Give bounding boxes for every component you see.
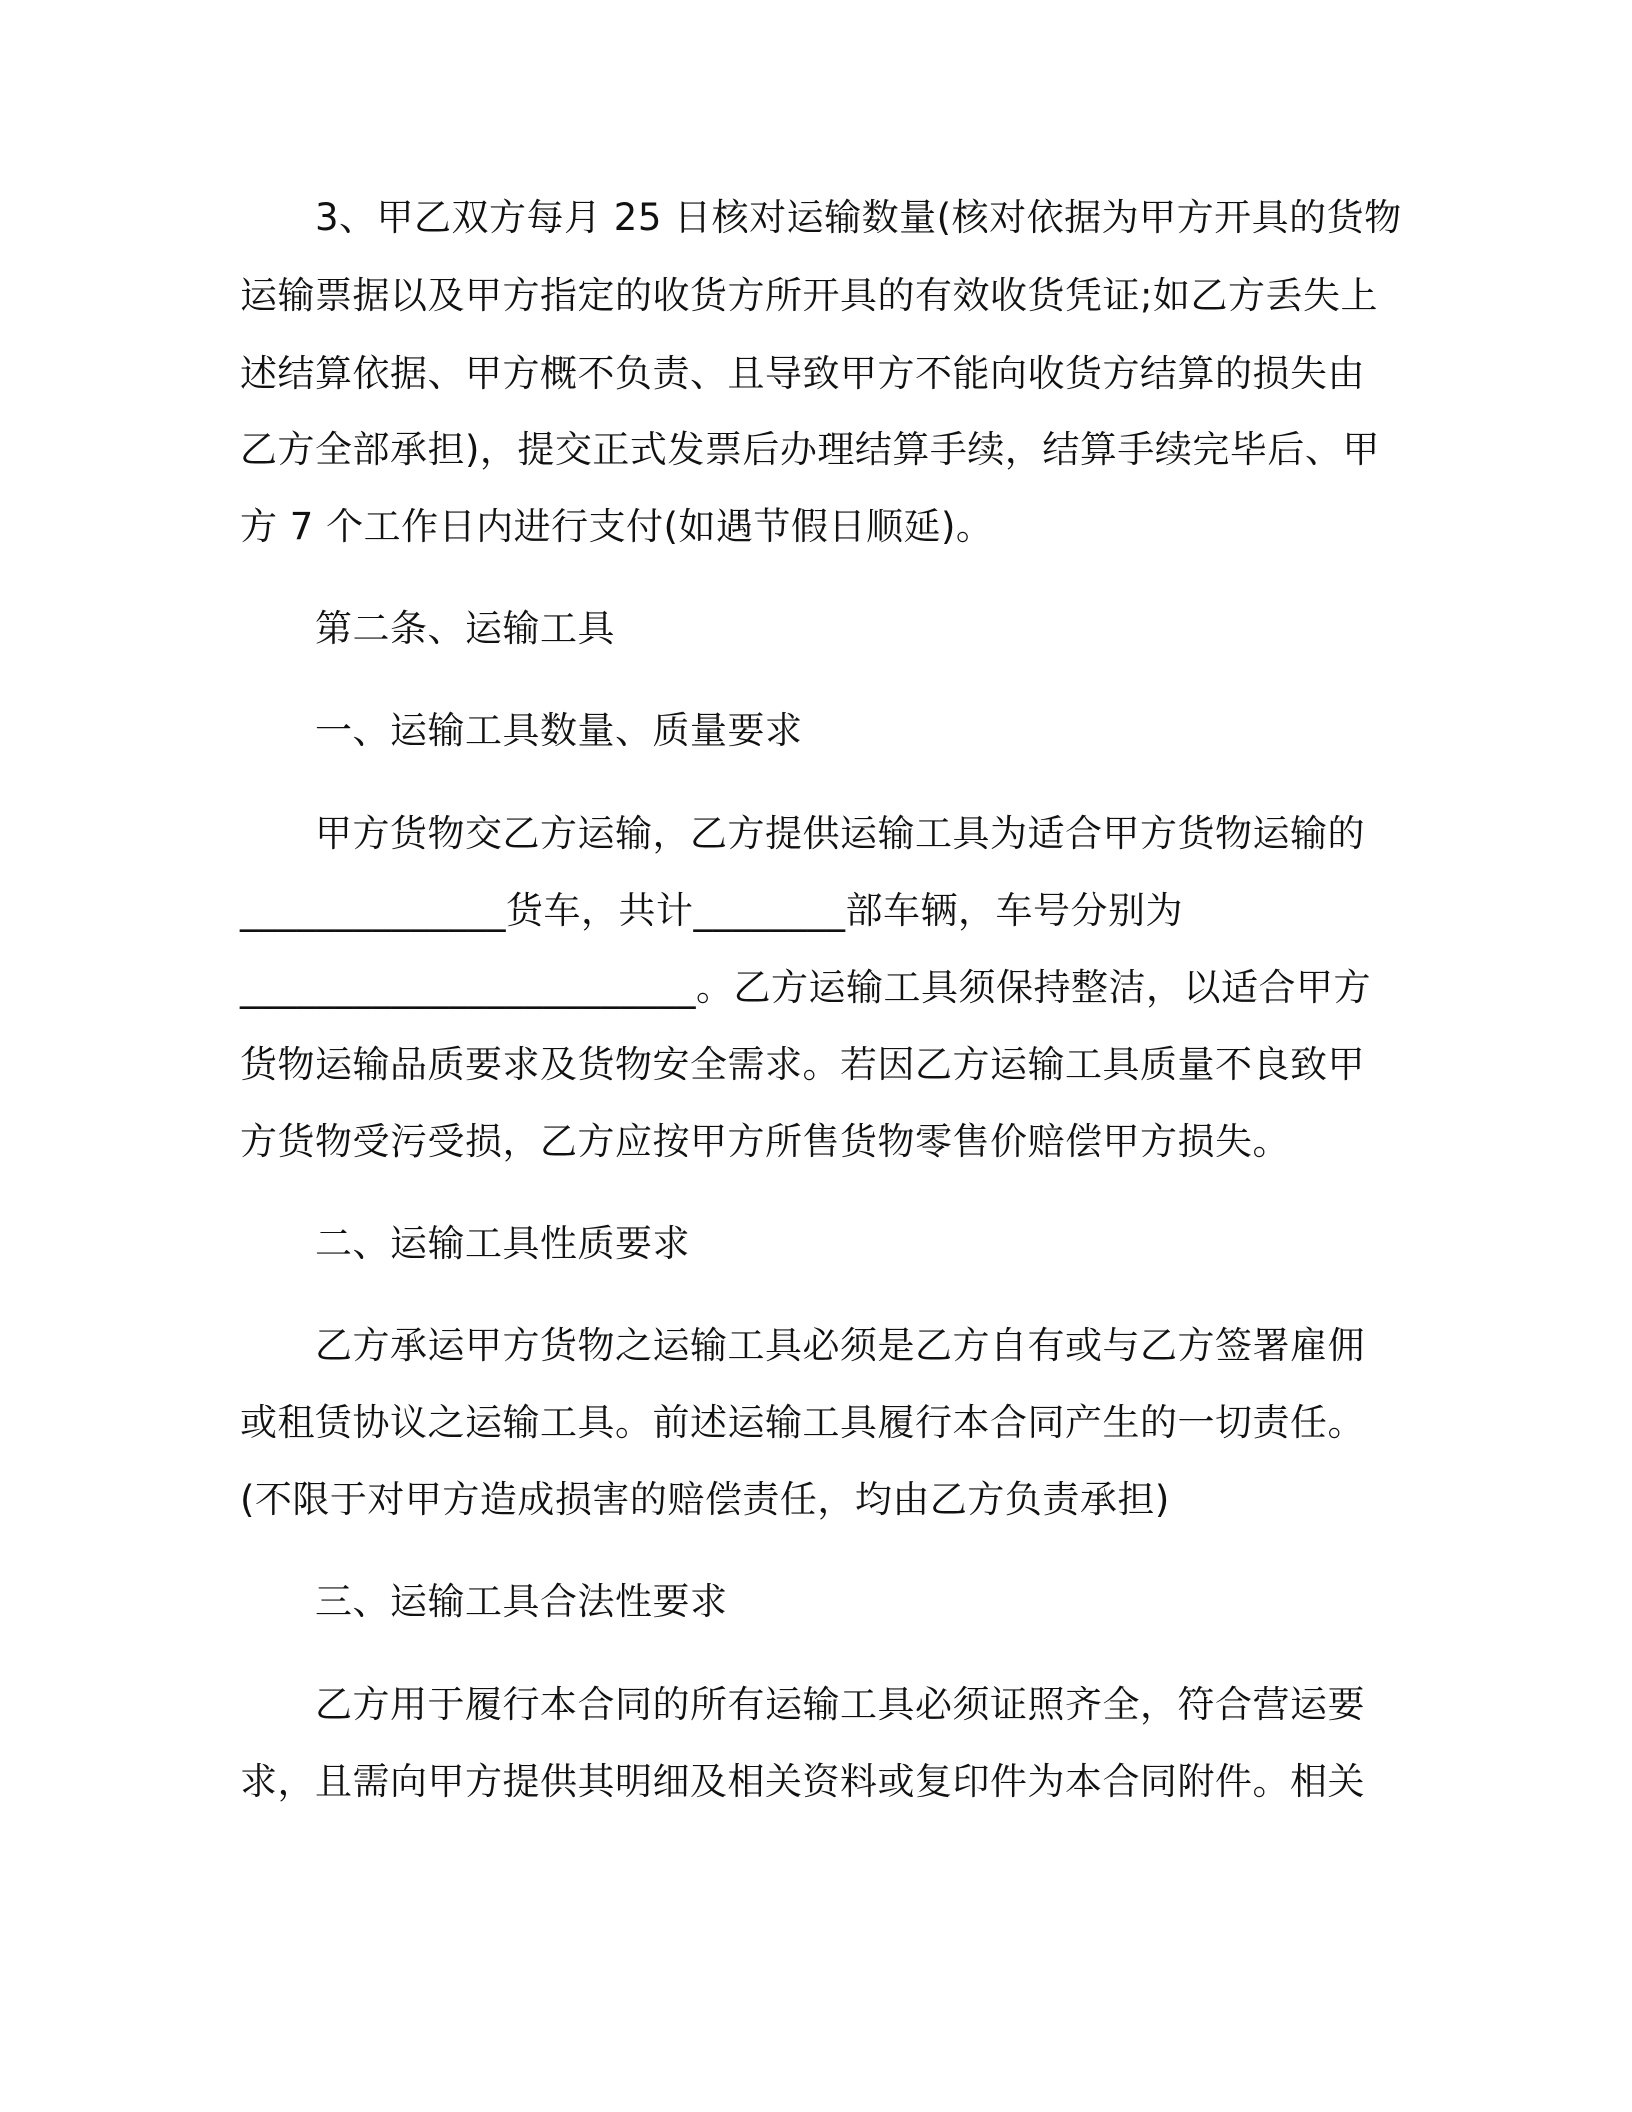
paragraph-line: 乙方全部承担)，提交正式发票后办理结算手续，结算手续完毕后、甲: [240, 428, 1380, 471]
paragraph-line: ________________________。乙方运输工具须保持整洁，以适合甲方: [240, 966, 1371, 1009]
paragraph-line: 货物运输品质要求及货物安全需求。若因乙方运输工具质量不良致甲: [240, 1043, 1365, 1086]
section-heading: 第二条、运输工具: [315, 607, 615, 650]
paragraph-line: 运输票据以及甲方指定的收货方所开具的有效收货凭证;如乙方丢失上: [240, 274, 1378, 317]
paragraph-line: 或租赁协议之运输工具。前述运输工具履行本合同产生的一切责任。: [240, 1401, 1365, 1444]
subsection-heading: 一、运输工具数量、质量要求: [315, 709, 803, 752]
paragraph-line: 乙方承运甲方货物之运输工具必须是乙方自有或与乙方签署雇佣: [315, 1324, 1365, 1367]
paragraph-line: 求，且需向甲方提供其明细及相关资料或复印件为本合同附件。相关: [240, 1760, 1365, 1803]
paragraph-line: 甲方货物交乙方运输，乙方提供运输工具为适合甲方货物运输的: [315, 812, 1365, 855]
paragraph-line: 方货物受污受损，乙方应按甲方所售货物零售价赔偿甲方损失。: [240, 1120, 1290, 1163]
paragraph-line: 乙方用于履行本合同的所有运输工具必须证照齐全，符合营运要: [315, 1683, 1365, 1726]
paragraph-line: (不限于对甲方造成损害的赔偿责任，均由乙方负责承担): [240, 1478, 1170, 1521]
paragraph-line: ______________货车，共计________部车辆，车号分别为: [240, 889, 1183, 932]
paragraph-line: 方 7 个工作日内进行支付(如遇节假日顺延)。: [240, 505, 994, 548]
paragraph-line: 3、甲乙双方每月 25 日核对运输数量(核对依据为甲方开具的货物: [315, 196, 1402, 239]
subsection-heading: 三、运输工具合法性要求: [315, 1580, 728, 1623]
paragraph-line: 述结算依据、甲方概不负责、且导致甲方不能向收货方结算的损失由: [240, 352, 1365, 395]
subsection-heading: 二、运输工具性质要求: [315, 1222, 690, 1265]
